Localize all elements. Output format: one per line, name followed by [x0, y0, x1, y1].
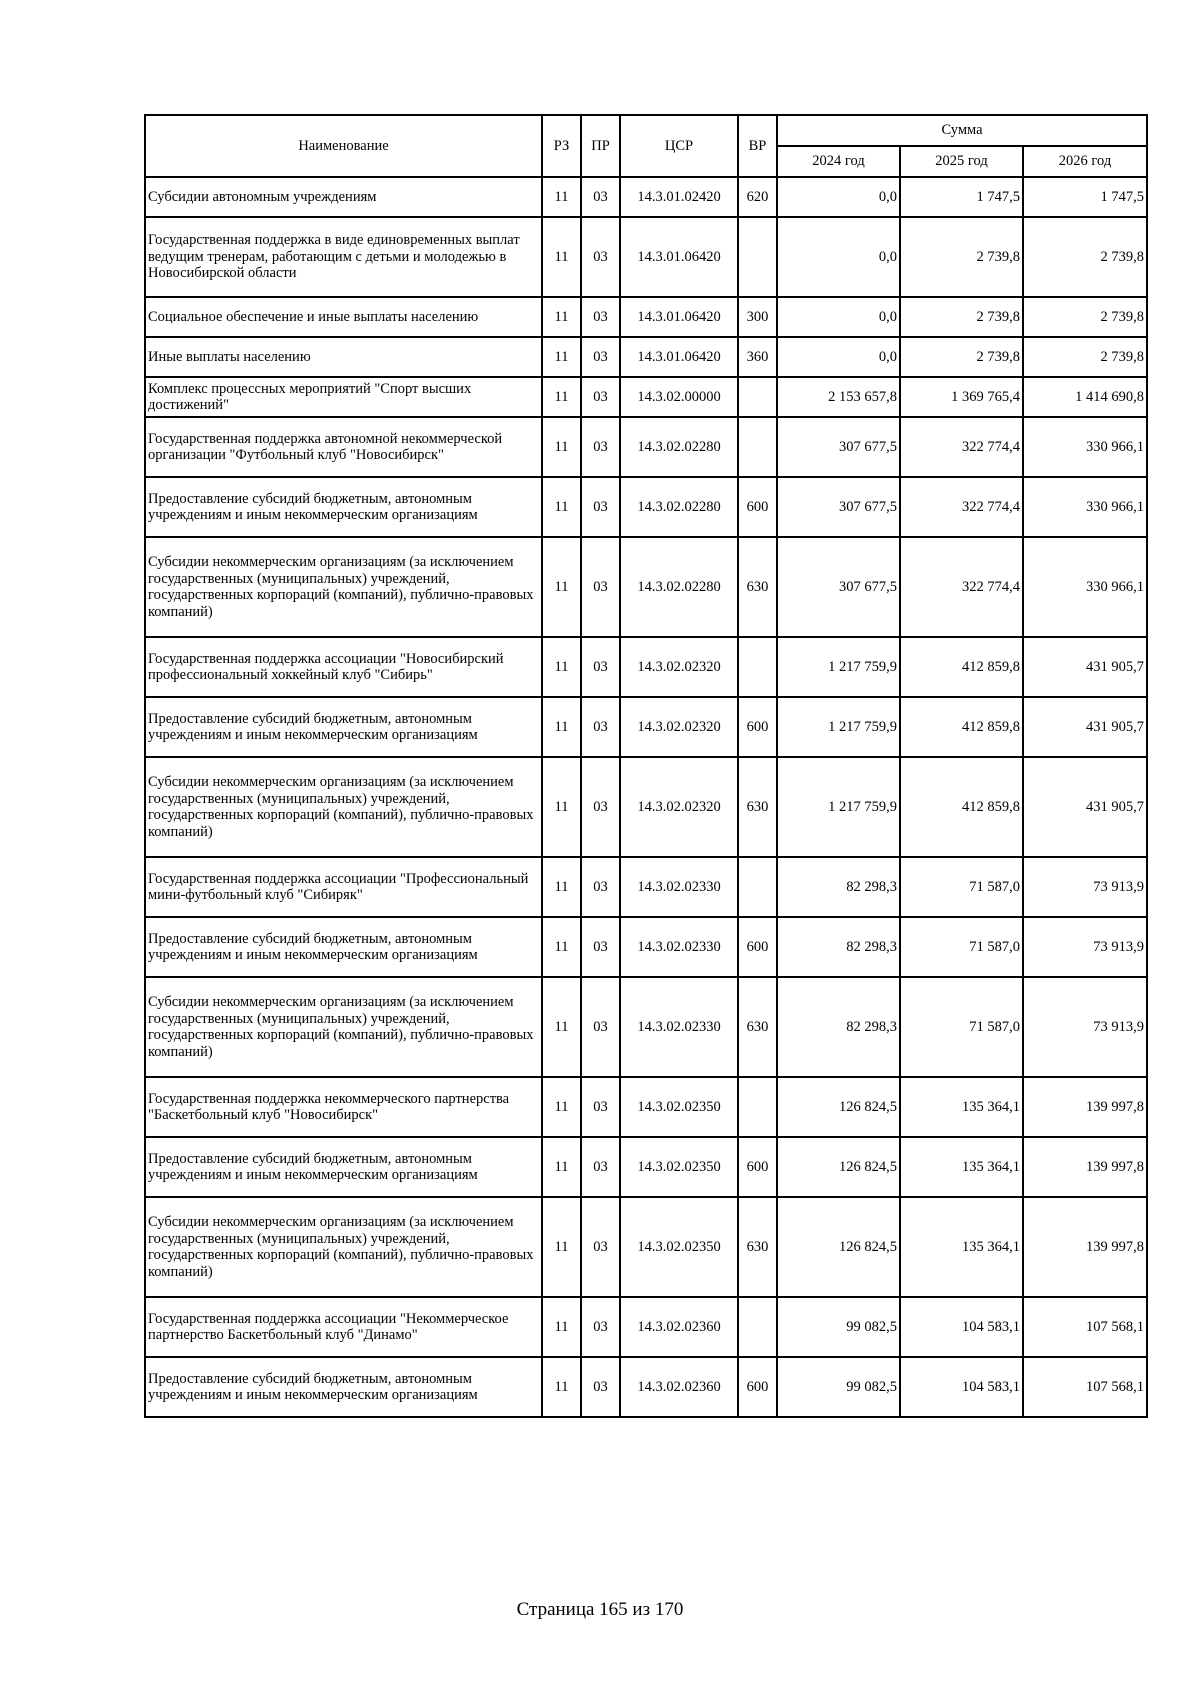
cell-2024: 99 082,5 [777, 1357, 900, 1417]
cell-name: Субсидии автономным учреждениям [145, 177, 542, 217]
cell-csr: 14.3.02.02330 [620, 977, 738, 1077]
table-row [145, 337, 1147, 377]
cell-2024: 1 217 759,9 [777, 637, 900, 697]
cell-vr: 600 [738, 917, 777, 977]
cell-name: Субсидии некоммерческим организациям (за исключением государственных (муниципальных) учреждений, государственных корпораций (компаний), публично-правовых компаний) [145, 1197, 542, 1297]
cell-csr: 14.3.02.02280 [620, 537, 738, 637]
cell-vr [738, 417, 777, 477]
cell-2026: 431 905,7 [1023, 757, 1147, 857]
header-pr: ПР [581, 115, 620, 177]
table-row [145, 917, 1147, 977]
cell-2026: 431 905,7 [1023, 637, 1147, 697]
cell-2025: 322 774,4 [900, 417, 1023, 477]
cell-rz: 11 [542, 637, 581, 697]
cell-2024: 307 677,5 [777, 417, 900, 477]
budget-table [144, 114, 1148, 1418]
cell-2025: 104 583,1 [900, 1357, 1023, 1417]
table-row [145, 1297, 1147, 1357]
table-row [145, 477, 1147, 537]
cell-pr: 03 [581, 297, 620, 337]
cell-csr: 14.3.02.02280 [620, 417, 738, 477]
cell-csr: 14.3.01.06420 [620, 217, 738, 297]
cell-2024: 99 082,5 [777, 1297, 900, 1357]
header-vr: ВР [738, 115, 777, 177]
cell-2026: 1 747,5 [1023, 177, 1147, 217]
cell-2024: 82 298,3 [777, 917, 900, 977]
cell-vr: 600 [738, 697, 777, 757]
cell-csr: 14.3.02.02350 [620, 1197, 738, 1297]
header-name: Наименование [145, 115, 542, 177]
cell-vr [738, 637, 777, 697]
cell-vr [738, 377, 777, 417]
cell-pr: 03 [581, 417, 620, 477]
cell-vr: 600 [738, 477, 777, 537]
header-year-2026: 2026 год [1023, 146, 1147, 177]
cell-name: Социальное обеспечение и иные выплаты населению [145, 297, 542, 337]
cell-pr: 03 [581, 1137, 620, 1197]
cell-csr: 14.3.01.02420 [620, 177, 738, 217]
cell-rz: 11 [542, 377, 581, 417]
table-row [145, 217, 1147, 297]
cell-rz: 11 [542, 337, 581, 377]
cell-2024: 0,0 [777, 337, 900, 377]
cell-csr: 14.3.02.02360 [620, 1297, 738, 1357]
cell-rz: 11 [542, 177, 581, 217]
cell-2025: 135 364,1 [900, 1137, 1023, 1197]
cell-2025: 71 587,0 [900, 857, 1023, 917]
cell-name: Комплекс процессных мероприятий "Спорт высших достижений" [145, 377, 542, 417]
header-year-2025: 2025 год [900, 146, 1023, 177]
table-row [145, 297, 1147, 337]
cell-name: Предоставление субсидий бюджетным, автономным учреждениям и иным некоммерческим организациям [145, 477, 542, 537]
table-row [145, 417, 1147, 477]
cell-pr: 03 [581, 757, 620, 857]
cell-2026: 2 739,8 [1023, 337, 1147, 377]
cell-rz: 11 [542, 917, 581, 977]
cell-name: Предоставление субсидий бюджетным, автономным учреждениям и иным некоммерческим организациям [145, 1137, 542, 1197]
cell-2024: 126 824,5 [777, 1197, 900, 1297]
cell-rz: 11 [542, 537, 581, 637]
cell-pr: 03 [581, 537, 620, 637]
cell-pr: 03 [581, 337, 620, 377]
cell-2026: 139 997,8 [1023, 1137, 1147, 1197]
cell-pr: 03 [581, 477, 620, 537]
cell-2025: 135 364,1 [900, 1197, 1023, 1297]
cell-2025: 2 739,8 [900, 297, 1023, 337]
cell-pr: 03 [581, 377, 620, 417]
header-sum: Сумма [777, 115, 1147, 146]
cell-2026: 139 997,8 [1023, 1197, 1147, 1297]
cell-2026: 330 966,1 [1023, 477, 1147, 537]
cell-2025: 71 587,0 [900, 977, 1023, 1077]
cell-vr: 600 [738, 1137, 777, 1197]
table-row [145, 1357, 1147, 1417]
cell-pr: 03 [581, 1297, 620, 1357]
cell-2026: 73 913,9 [1023, 857, 1147, 917]
cell-2026: 431 905,7 [1023, 697, 1147, 757]
cell-2026: 2 739,8 [1023, 297, 1147, 337]
cell-2024: 126 824,5 [777, 1077, 900, 1137]
table-row [145, 757, 1147, 857]
cell-2025: 1 369 765,4 [900, 377, 1023, 417]
cell-vr: 300 [738, 297, 777, 337]
cell-2025: 135 364,1 [900, 1077, 1023, 1137]
cell-2025: 71 587,0 [900, 917, 1023, 977]
cell-2026: 2 739,8 [1023, 217, 1147, 297]
cell-2025: 322 774,4 [900, 477, 1023, 537]
cell-2026: 139 997,8 [1023, 1077, 1147, 1137]
cell-rz: 11 [542, 757, 581, 857]
table-row [145, 1197, 1147, 1297]
cell-name: Государственная поддержка в виде единовременных выплат ведущим тренерам, работающим с детьми и молодежью в Новосибирской области [145, 217, 542, 297]
cell-csr: 14.3.02.02330 [620, 857, 738, 917]
cell-rz: 11 [542, 417, 581, 477]
cell-name: Субсидии некоммерческим организациям (за исключением государственных (муниципальных) учреждений, государственных корпораций (компаний), публично-правовых компаний) [145, 537, 542, 637]
cell-csr: 14.3.02.02280 [620, 477, 738, 537]
cell-2024: 126 824,5 [777, 1137, 900, 1197]
cell-2024: 82 298,3 [777, 977, 900, 1077]
cell-name: Предоставление субсидий бюджетным, автономным учреждениям и иным некоммерческим организациям [145, 1357, 542, 1417]
table-row [145, 377, 1147, 417]
table-row [145, 857, 1147, 917]
cell-2024: 2 153 657,8 [777, 377, 900, 417]
cell-pr: 03 [581, 697, 620, 757]
cell-2024: 0,0 [777, 177, 900, 217]
cell-name: Государственная поддержка ассоциации "Новосибирский профессиональный хоккейный клуб "Сибирь" [145, 637, 542, 697]
cell-2024: 1 217 759,9 [777, 697, 900, 757]
table-row [145, 697, 1147, 757]
cell-rz: 11 [542, 1297, 581, 1357]
header-rz: РЗ [542, 115, 581, 177]
cell-vr [738, 217, 777, 297]
cell-vr [738, 1077, 777, 1137]
cell-2025: 412 859,8 [900, 757, 1023, 857]
table-row [145, 977, 1147, 1077]
cell-2024: 0,0 [777, 297, 900, 337]
cell-csr: 14.3.02.02330 [620, 917, 738, 977]
cell-2025: 412 859,8 [900, 637, 1023, 697]
cell-pr: 03 [581, 977, 620, 1077]
cell-name: Государственная поддержка ассоциации "Некоммерческое партнерство Баскетбольный клуб "Динамо" [145, 1297, 542, 1357]
cell-vr: 600 [738, 1357, 777, 1417]
cell-name: Иные выплаты населению [145, 337, 542, 377]
cell-2025: 322 774,4 [900, 537, 1023, 637]
cell-2026: 1 414 690,8 [1023, 377, 1147, 417]
cell-name: Государственная поддержка автономной некоммерческой организации "Футбольный клуб "Новосибирск" [145, 417, 542, 477]
cell-name: Предоставление субсидий бюджетным, автономным учреждениям и иным некоммерческим организациям [145, 917, 542, 977]
cell-name: Государственная поддержка некоммерческого партнерства "Баскетбольный клуб "Новосибирск" [145, 1077, 542, 1137]
cell-csr: 14.3.02.02320 [620, 757, 738, 857]
cell-vr: 630 [738, 1197, 777, 1297]
cell-rz: 11 [542, 1137, 581, 1197]
cell-2026: 330 966,1 [1023, 537, 1147, 637]
cell-2024: 0,0 [777, 217, 900, 297]
table-header [145, 115, 1147, 177]
table-row [145, 637, 1147, 697]
cell-pr: 03 [581, 1357, 620, 1417]
cell-2025: 412 859,8 [900, 697, 1023, 757]
cell-rz: 11 [542, 1077, 581, 1137]
cell-csr: 14.3.02.02320 [620, 637, 738, 697]
cell-2024: 82 298,3 [777, 857, 900, 917]
cell-csr: 14.3.02.02320 [620, 697, 738, 757]
cell-rz: 11 [542, 1197, 581, 1297]
cell-rz: 11 [542, 1357, 581, 1417]
cell-vr: 630 [738, 977, 777, 1077]
cell-2025: 2 739,8 [900, 337, 1023, 377]
cell-csr: 14.3.02.00000 [620, 377, 738, 417]
cell-2026: 73 913,9 [1023, 977, 1147, 1077]
cell-name: Субсидии некоммерческим организациям (за исключением государственных (муниципальных) учреждений, государственных корпораций (компаний), публично-правовых компаний) [145, 757, 542, 857]
cell-rz: 11 [542, 217, 581, 297]
cell-vr: 360 [738, 337, 777, 377]
cell-rz: 11 [542, 857, 581, 917]
cell-2025: 2 739,8 [900, 217, 1023, 297]
cell-csr: 14.3.02.02350 [620, 1077, 738, 1137]
cell-pr: 03 [581, 917, 620, 977]
cell-rz: 11 [542, 977, 581, 1077]
cell-name: Субсидии некоммерческим организациям (за исключением государственных (муниципальных) учреждений, государственных корпораций (компаний), публично-правовых компаний) [145, 977, 542, 1077]
cell-pr: 03 [581, 857, 620, 917]
page-number: Страница 165 из 170 [516, 1599, 684, 1620]
cell-2024: 1 217 759,9 [777, 757, 900, 857]
cell-vr [738, 857, 777, 917]
header-year-2024: 2024 год [777, 146, 900, 177]
cell-rz: 11 [542, 697, 581, 757]
cell-2024: 307 677,5 [777, 477, 900, 537]
table-row [145, 177, 1147, 217]
table-row [145, 1137, 1147, 1197]
table-row [145, 537, 1147, 637]
cell-csr: 14.3.01.06420 [620, 297, 738, 337]
cell-name: Государственная поддержка ассоциации "Профессиональный мини-футбольный клуб "Сибиряк" [145, 857, 542, 917]
cell-2024: 307 677,5 [777, 537, 900, 637]
cell-csr: 14.3.02.02360 [620, 1357, 738, 1417]
cell-2025: 104 583,1 [900, 1297, 1023, 1357]
cell-vr [738, 1297, 777, 1357]
cell-pr: 03 [581, 217, 620, 297]
cell-name: Предоставление субсидий бюджетным, автономным учреждениям и иным некоммерческим организациям [145, 697, 542, 757]
cell-pr: 03 [581, 177, 620, 217]
cell-2026: 107 568,1 [1023, 1297, 1147, 1357]
cell-rz: 11 [542, 477, 581, 537]
cell-vr: 630 [738, 537, 777, 637]
table-body [145, 177, 1147, 1417]
cell-2026: 73 913,9 [1023, 917, 1147, 977]
cell-vr: 620 [738, 177, 777, 217]
cell-pr: 03 [581, 637, 620, 697]
cell-2026: 107 568,1 [1023, 1357, 1147, 1417]
cell-2026: 330 966,1 [1023, 417, 1147, 477]
header-csr: ЦСР [620, 115, 738, 177]
cell-csr: 14.3.01.06420 [620, 337, 738, 377]
table-row [145, 1077, 1147, 1137]
cell-pr: 03 [581, 1077, 620, 1137]
cell-rz: 11 [542, 297, 581, 337]
cell-pr: 03 [581, 1197, 620, 1297]
cell-2025: 1 747,5 [900, 177, 1023, 217]
cell-vr: 630 [738, 757, 777, 857]
cell-csr: 14.3.02.02350 [620, 1137, 738, 1197]
